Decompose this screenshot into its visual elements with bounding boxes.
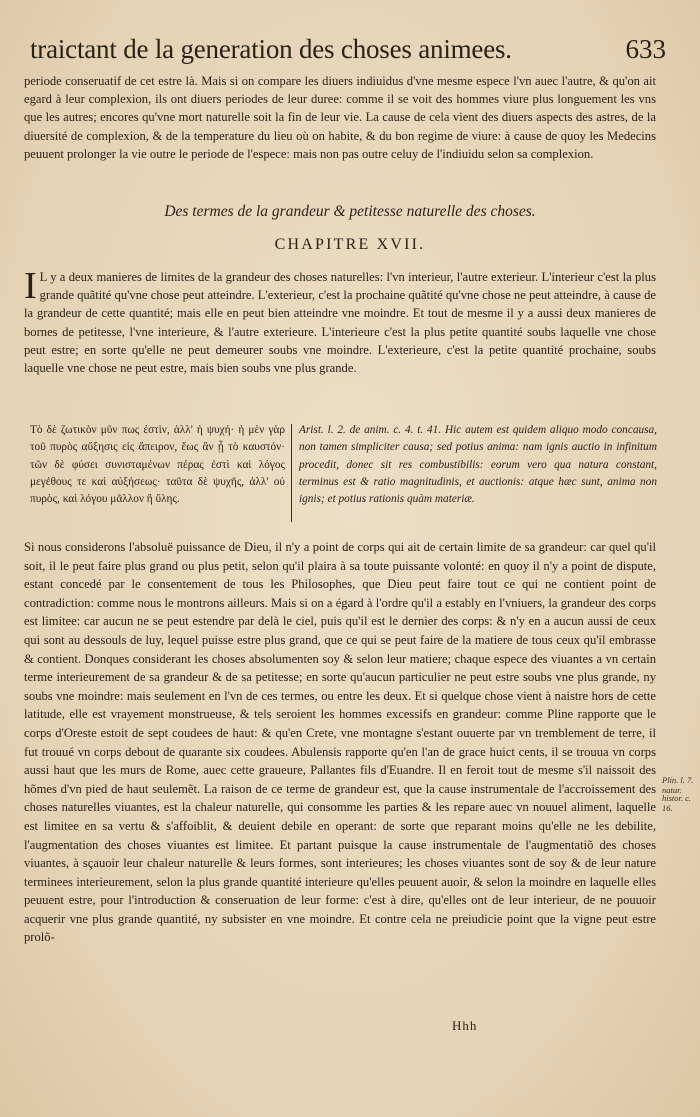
margin-note-history: histor. c. 16. bbox=[662, 793, 692, 813]
greek-quotation: Τὸ δὲ ζωτικὸν μῦν πως ἐστὶν, ἀλλ' ἡ ψυχή· ἡ μὲν γὰρ τοῦ πυρὸς αὔξησις εἰς ἄπειρον, ἕως ἂν ᾖ τὸ καυστόν· τῶν δὲ φύσει συνισταμένων πέρας ἐστὶ καὶ λόγος μεγέθους τε καὶ αὐξήσεως· ταῦτα δὲ ψυχῆς, ἀλλ' οὐ πυρὸς, καὶ λόγου μᾶλλον ἢ ὕλης. bbox=[30, 424, 285, 506]
margin-note-pliny: Plin. l. 7. natur. bbox=[662, 775, 694, 795]
drop-cap: I bbox=[24, 265, 37, 307]
catchword: Hhh bbox=[452, 1018, 478, 1033]
page-header bbox=[30, 34, 670, 74]
running-title: traictant de la generation des choses animees. bbox=[30, 34, 512, 64]
column-divider bbox=[291, 424, 292, 522]
paragraph-2-text: L y a deux manieres de limites de la grandeur des choses naturelles: l'vn interieur, l'autre exterieur. L'interieur c'est la plus grande quãtité qu'vne chose peut atteindre. L'exterieur, c'est la prochaine quãtité qu'vne chose ne peut atteindre, à cause de la grandeur de cette quantité; mais elle en peut bien atteindre vne moindre. Et tout de mesme il y a aussi deux manieres de bornes de petitesse, l'vne interieure, & l'autre exterieure. L'interieure c'est la plus petite quantité soubs laquelle vne chose peut estre; en sorte qu'elle ne peut demeurer soubs vne moindre. L'exterieure, c'est la petite quantité prochaine, soubs laquelle vne chose ne peut estre, mais bien soubs vne plus grande. bbox=[24, 270, 656, 376]
paragraph-1: periode conseruatif de cet estre là. Mais si on compare les diuers indiuidus d'vne mesme espece l'vn auec l'autre, & qu'on ait egard à leur complexion, ils ont diuers periodes de leur duree: comme il se voit des hommes viure plus longuement les vns que les autres; encores qu'vne mort naturelle soit la fin de leur vie. La cause de cela vient des diuers aspects des astres, de la diuersité de complexion, & de la temperature du lieu où on habite, & du bon regime de viure: à cause de quoy les Medecins peuuent prolonger la vie outre le periode de l'espece: mais non pas outre celuy de l'indiuidu selon sa complexion. bbox=[24, 74, 656, 161]
paragraph-2 bbox=[24, 265, 656, 377]
latin-quotation: Arist. l. 2. de anim. c. 4. t. 41. Hic autem est quidem aliquo modo concausa, non tamen simpliciter causa; sed potius anima: nam ignis auctio in infinitum procedit, donec sit res combustibilis: eorum vero qua natura constant, terminus est & ratio magnitudinis, et auctionis: atque hæc sunt, anima non ignis; et potius rationis quàm materiæ. bbox=[299, 424, 657, 506]
paragraph-3: Si nous considerons l'absoluë puissance de Dieu, il n'y a point de corps qui ait de certain limite de sa grandeur: car quel qu'il soit, il le peut faire plus grand ou plus petit, selon qu'il plaira à sa toute puissante volonté: en quoy il n'y a point de dispute, estant concedé par le consentement de tous les Philosophes, que Dieu peut faire tout ce qui ne contient point de contradiction: comme nous le montrons ailleurs. Mais si on a égard à l'ordre qu'il a estably en l'vniuers, la grandeur des corps est limitee: car aucun ne se peut estendre par delà le ciel, puis qu'il est le dernier des corps: & n'y en a aucun aussi de ceux qui sont au dessouls de luy, lequel puisse estre plus grand, que ce qui se peut faire de la matiere de tous ceux qu'il embrasse & contient. Donques considerant les choses absolumenten soy & selon leur matiere; chaque espece des viuantes a vn certain terme interieurement de sa grandeur & de sa petitesse; en sorte qu'aucun particulier ne peut estre soubs vne plus grande, ny soubs vne moindre: mais seulement en l'vn de ces termes, ou entre les deux. Et si quelque chose vient à naistre hors de cette latitude, elle est vrayement monstrueuse, & tels seroient les hommes excessifs en grandeur: comme Pline rapporte que le corps d'Oreste estoit de sept coudees de haut: & qu'en Crete, vne montagne s'estant ouuerte par vn tremblement de terre, il fut trouué vn corps debout de quarante six coudees. Abulensis rapporte qu'en l'an de grace huict cents, il se trouua vn corps aussi haut que les murs de Rome, auec cette graueure, Pallantes fils d'Euandre. Il en feroit tout de mesme s'il naissoit des hõmes d'vn pied de haut seulemẽt. La raison de ce terme de grandeur est, que la cause instrumentale de l'accroissement des choses naturelles viuantes, est la chaleur naturelle, qui consomme les parties & les repare auec vn nouuel aliment, laquelle est limitee en sa vertu & s'affoiblit, & deuient debile en operant: de sorte que reparant moins qu'elle ne les debilite, l'augmentation des choses viuantes est limitee. Et partant puisque la cause instrumentale de l'augmentatiõ des choses viuantes, à sçauoir leur chaleur naturelle & leurs formes, sont interieures; les choses viuantes sont de soy & de leur nature terminees interieurement, selon la plus grande quantité interieure qu'elles peuuent auoir, & selon la moindre en laquelle elles peuuent estre, pour l'introduction & conseruation de leur forme: c'est à dire, qu'elles ont de leur interieur, de ne pouuoir acquerir vne plus grande quantité, ny subsister en vne moindre. Et contre cela ne preiudicie point que la vigne peut estre prolõ- bbox=[24, 540, 656, 945]
chapter-heading: CHAPITRE XVII. bbox=[274, 236, 426, 253]
section-title: Des termes de la grandeur & petitesse naturelle des choses. bbox=[164, 203, 536, 220]
page-number: 633 bbox=[625, 34, 666, 64]
